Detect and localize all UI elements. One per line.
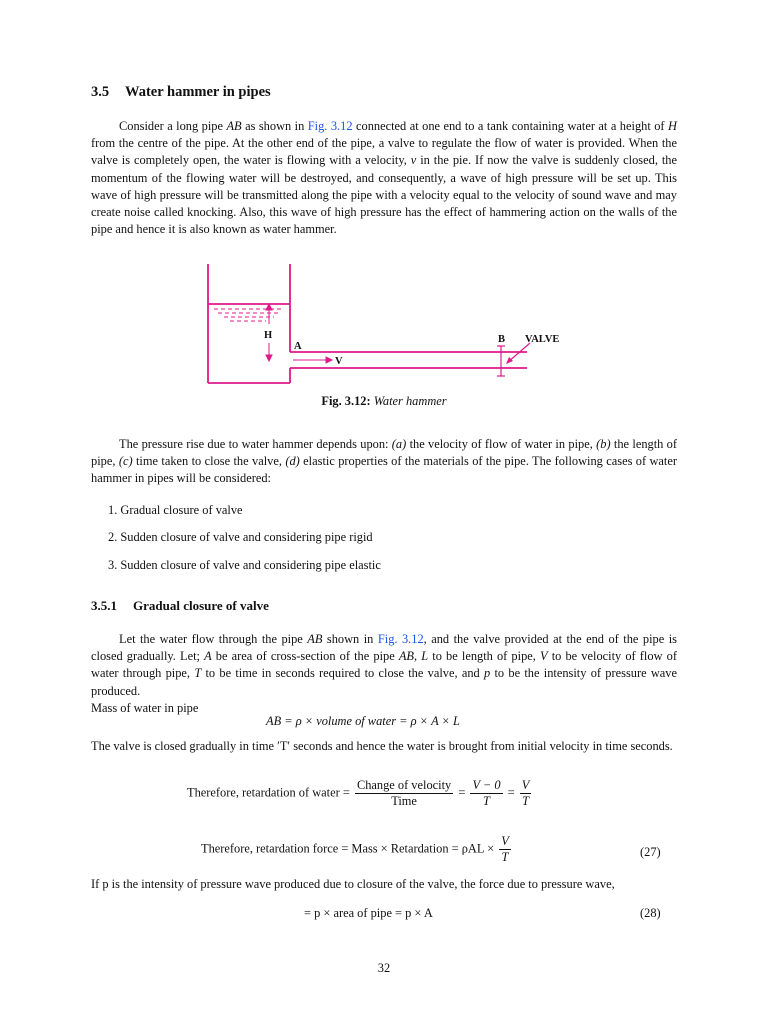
var-p: p	[484, 666, 491, 681]
var-v: V	[540, 649, 548, 664]
fraction	[470, 778, 502, 809]
water-hammer-figure	[200, 260, 580, 395]
fraction	[520, 778, 532, 809]
label-valve: VALVE	[525, 334, 560, 345]
var-h: H	[668, 119, 677, 133]
var-ab: AB	[307, 632, 323, 646]
section-title: Water hammer in pipes	[125, 84, 271, 100]
var-l: L	[421, 649, 429, 664]
page-number: 32	[377, 961, 391, 975]
item-b: (b)	[596, 437, 611, 451]
subsection-number: 3.5.1	[91, 598, 117, 613]
list-item: 1. Gradual closure of valve	[108, 503, 243, 517]
mass-line: Mass of water in pipe	[91, 700, 199, 715]
equation-number: (27)	[640, 845, 661, 859]
denominator: T	[522, 794, 529, 808]
body-text: be area of cross-section of the pipe	[211, 649, 399, 664]
intro-text: as shown in	[241, 119, 308, 133]
pressure-paragraph	[91, 436, 677, 488]
water-dashes	[214, 309, 284, 321]
eq-lhs: Therefore, retardation force = Mass × Retardation = ρAL ×	[201, 841, 495, 856]
intro-text: from the centre of the pipe. At the other end of the pipe, a valve to regulate the flow of water is provided. When the valve is completely open, the water is flowing with a velocity,	[91, 136, 677, 168]
var-t: T	[194, 666, 202, 681]
item-d: (d)	[285, 454, 300, 469]
var-a: A	[204, 649, 212, 664]
item-a: (a)	[391, 437, 407, 451]
pressure-text: elastic properties of the materials of the pipe. The following cases of water hammer in pipes will be considered:	[91, 454, 678, 486]
body-text: , and the valve provided at the end of the pipe is closed gradually. Let;	[91, 632, 677, 664]
label-a: A	[294, 341, 302, 352]
var-ab: AB	[398, 649, 414, 664]
var-v: v	[410, 153, 417, 168]
label-b: B	[498, 334, 506, 345]
section-heading	[91, 84, 271, 101]
intro-paragraph	[91, 118, 677, 238]
section-number: 3.5	[91, 84, 110, 100]
numerator: V	[501, 834, 509, 848]
retardation-force-equation	[201, 834, 513, 865]
fraction	[499, 834, 511, 865]
intro-text: in the pie. If now the valve is suddenly closed, the momentum of the flowing water will be destroyed, and consequently, a wave of high pressure will be set up. This wave of high pressure will be transmitted along the pipe with a velocity equal to the velocity of sound wave and may create noise called knocking. Also, this wave of high pressure has the effect of hammering action on the walls of the pipe and hence it is also known as water hammer.	[91, 153, 677, 237]
retardation-equation	[187, 778, 533, 809]
numerator: V	[521, 778, 530, 792]
pressure-text: time taken to close the valve,	[132, 454, 286, 469]
pressure-text: the velocity of flow of water in pipe,	[406, 437, 597, 451]
valve-icon	[497, 343, 530, 376]
denominator: T	[483, 794, 490, 808]
body-text: ,	[414, 649, 422, 664]
body-text: to be length of pipe,	[428, 649, 540, 664]
body-text: to be time in seconds required to close the valve, and	[201, 666, 485, 681]
numerator: Change of velocity	[356, 778, 452, 792]
caption-text: Water hammer	[373, 394, 447, 408]
figure-caption	[0, 394, 768, 409]
list-item: 2. Sudden closure of valve and considering pipe rigid	[108, 530, 373, 544]
pressure-wave-paragraph	[91, 876, 677, 893]
pressure-force-equation: = p × area of pipe = p × A	[304, 906, 433, 920]
fraction	[355, 778, 453, 809]
equals-sign: =	[458, 785, 466, 800]
gradual-paragraph	[91, 631, 677, 717]
body-text: shown in	[322, 632, 378, 646]
intro-text: connected at one end to a tank containing water at a height of	[352, 119, 669, 133]
list-item: 3. Sudden closure of valve and considering pipe elastic	[108, 558, 381, 572]
numerator: V − 0	[472, 778, 501, 792]
var-ab: AB	[226, 119, 242, 133]
caption-label: Fig. 3.12:	[321, 394, 371, 408]
figure-link[interactable]: Fig. 3.12	[307, 119, 353, 133]
gradual-text: The valve is closed gradually in time ′T′ seconds and hence the water is brought from initial velocity in time seconds.	[91, 739, 673, 753]
equation-number: (28)	[640, 906, 661, 920]
if-text: If p is the intensity of pressure wave produced due to closure of the valve, the force due to pressure wave,	[91, 877, 615, 891]
body-text: Let the water flow through the pipe	[119, 632, 308, 646]
intro-text: Consider a long pipe	[119, 119, 227, 133]
body-text: to be the intensity of pressure wave produced.	[91, 666, 677, 698]
denominator: T	[501, 850, 509, 864]
body-text: to be velocity of flow of water through pipe,	[91, 649, 677, 681]
gradual-time-paragraph	[91, 738, 677, 755]
subsection-heading	[91, 598, 269, 614]
equals-sign: =	[507, 785, 515, 800]
eq-lhs: Therefore, retardation of water =	[187, 785, 350, 800]
mass-equation: AB = ρ × volume of water = ρ × A × L	[266, 714, 460, 728]
subsection-title: Gradual closure of valve	[133, 598, 269, 613]
label-h: H	[264, 330, 273, 341]
denominator: Time	[391, 794, 417, 808]
label-v: V	[335, 356, 343, 367]
figure-link[interactable]: Fig. 3.12	[377, 632, 424, 646]
pressure-text: the length of pipe,	[91, 437, 677, 469]
pressure-text: The pressure rise due to water hammer depends upon:	[119, 437, 392, 451]
item-c: (c)	[118, 454, 133, 469]
